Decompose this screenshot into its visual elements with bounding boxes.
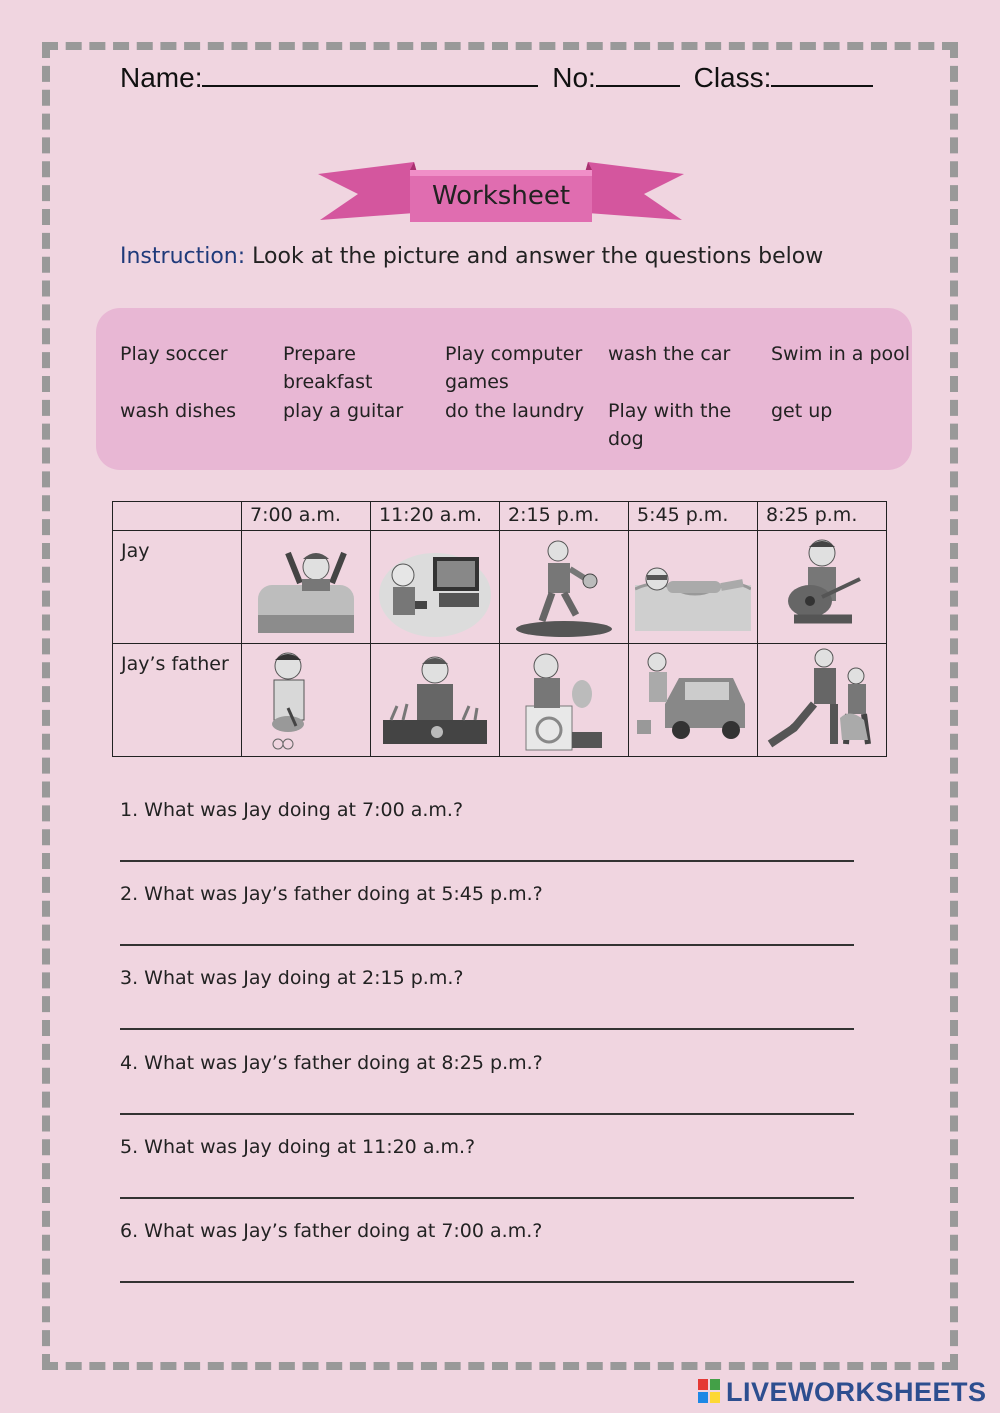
time-header: 7:00 a.m. <box>242 502 371 531</box>
man-playing-with-dog-icon <box>764 648 880 752</box>
boy-playing-video-games-icon <box>377 535 493 639</box>
word-bank-item: play a guitar <box>283 400 404 422</box>
class-label: Class: <box>693 62 772 93</box>
man-washing-dishes-icon <box>377 648 493 752</box>
word-bank-item: get up <box>771 400 833 422</box>
word-bank-item: Play with the dog <box>608 400 732 450</box>
word-bank-item: Play soccer <box>120 343 228 365</box>
name-field[interactable] <box>202 63 538 87</box>
answer-line-3[interactable] <box>120 1028 854 1030</box>
instruction-text: Look at the picture and answer the questions below <box>252 244 824 269</box>
row-label: Jay’s father <box>113 644 242 757</box>
instruction <box>120 244 880 269</box>
boy-getting-up-icon <box>248 535 364 639</box>
worksheet-title: Worksheet <box>431 181 571 211</box>
boy-playing-soccer-icon <box>506 535 622 639</box>
time-header: 11:20 a.m. <box>371 502 500 531</box>
question-5: 5. What was Jay doing at 11:20 a.m.? <box>120 1136 476 1158</box>
question-6: 6. What was Jay’s father doing at 7:00 a.m.? <box>120 1220 543 1242</box>
schedule-table <box>112 501 887 757</box>
answer-line-5[interactable] <box>120 1197 854 1199</box>
man-doing-laundry-icon <box>506 648 622 752</box>
answer-line-6[interactable] <box>120 1281 854 1283</box>
word-bank-item: wash dishes <box>120 400 237 422</box>
instruction-label: Instruction: <box>120 244 246 269</box>
corner-cell <box>113 502 242 531</box>
answer-line-4[interactable] <box>120 1113 854 1115</box>
student-info-header <box>120 62 860 94</box>
question-2: 2. What was Jay’s father doing at 5:45 p.m.? <box>120 883 543 905</box>
word-bank-item: wash the car <box>608 343 731 365</box>
class-field[interactable] <box>771 63 873 87</box>
boy-playing-guitar-icon <box>764 535 880 639</box>
question-3: 3. What was Jay doing at 2:15 p.m.? <box>120 967 464 989</box>
question-4: 4. What was Jay’s father doing at 8:25 p.m.? <box>120 1052 543 1074</box>
word-bank-item: Swim in a pool <box>771 343 911 365</box>
logo-icon <box>698 1379 722 1405</box>
time-header-row <box>113 502 887 531</box>
time-header: 8:25 p.m. <box>758 502 887 531</box>
number-label: No: <box>552 62 596 93</box>
answer-line-2[interactable] <box>120 944 854 946</box>
father-row <box>113 644 887 757</box>
jay-row <box>113 531 887 644</box>
row-label: Jay <box>113 531 242 644</box>
question-1: 1. What was Jay doing at 7:00 a.m.? <box>120 799 464 821</box>
word-bank-item: Prepare breakfast <box>283 343 373 393</box>
answer-line-1[interactable] <box>120 860 854 862</box>
name-label: Name: <box>120 62 203 93</box>
number-field[interactable] <box>596 63 680 87</box>
man-washing-car-icon <box>635 648 751 752</box>
word-bank-item: do the laundry <box>445 400 585 422</box>
man-cooking-breakfast-icon <box>248 648 364 752</box>
liveworksheets-logo <box>698 1374 994 1410</box>
boy-swimming-icon <box>635 535 751 639</box>
time-header: 2:15 p.m. <box>500 502 629 531</box>
word-bank <box>96 308 912 470</box>
brand-name: LIVEWORKSHEETS <box>726 1376 987 1407</box>
time-header: 5:45 p.m. <box>629 502 758 531</box>
word-bank-item: Play computer games <box>445 343 583 393</box>
